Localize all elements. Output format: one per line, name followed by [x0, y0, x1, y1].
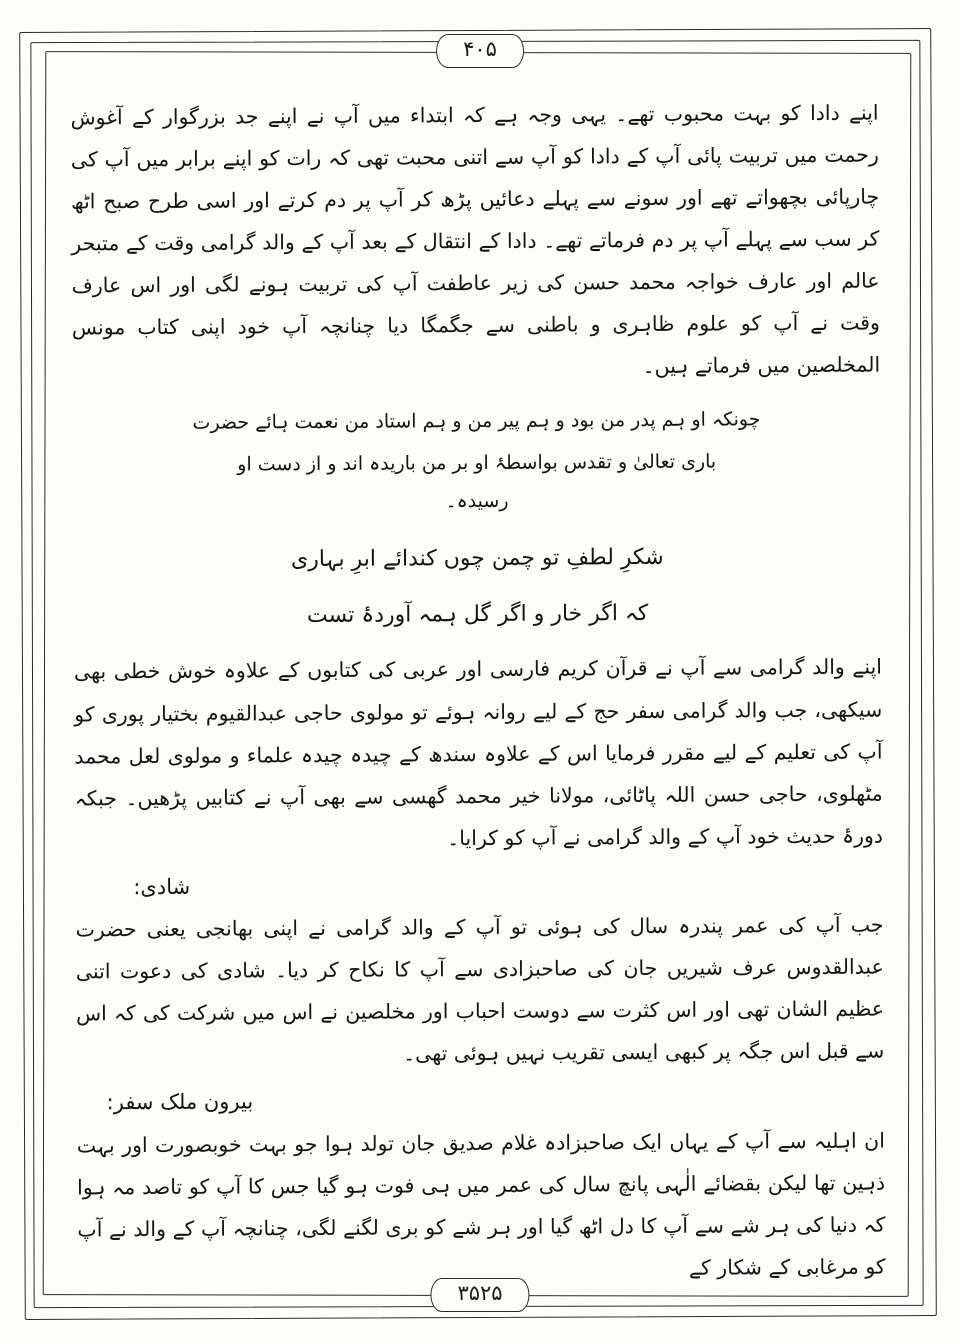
section-foreign-travel [77, 1080, 886, 1293]
paragraph-4: ان اہلیہ سے آپ کے یہاں ایک صاحبزادہ غلام صدیق جان تولد ہوا جو بہت خوبصورت اور بہت ذہین تھا لیکن بقضائے الٰہی پانچ سال کی عمر میں ہی فوت ہو گیا جس کا آپ کو تاصد مہ ہوا کہ دنیا کی ہر شے سے آپ کا دل اٹھ گیا اور ہر شے کو بری لگنے لگی، چنانچہ آپ کے والد نے آپ کو مرغابی کے شکار کے [76, 1128, 886, 1280]
couplet-line-1: شکرِ لطفِ تو چمن چوں کندائے ابرِ بہاری [290, 544, 664, 573]
heading-marriage: شادی: [133, 874, 191, 899]
quote-line-1: چونکہ او ہم پدر من بود و ہم پیر من و ہم استاد من نعمت ہائے حضرت [192, 408, 761, 434]
page-body [70, 90, 886, 1280]
couplet-line-2: کہ اگر خار و اگر گل ہمہ آوردۂ تست [306, 601, 649, 629]
page-number-top: ۴۰۵ [436, 34, 524, 68]
paragraph-1: اپنے دادا کو بہت محبوب تھے۔ یہی وجہ ہے کہ ابتداء میں آپ نے اپنے جد بزرگوار کے آغوش رحمت میں تربیت پائی آپ کے دادا کو آپ سے اتنی محبت تھی کہ رات کو اپنے برابر میں آپ کی چارپائی بچھواتے تھے اور سونے سے پہلے دعائیں پڑھ کر آپ پر دم کرتے اور اسی طرح صبح اٹھ کر سب سے پہلے آپ پر دم فرماتے تھے۔ دادا کے انتقال کے بعد آپ کے والد گرامی وقت کے متبحر عالم اور عارف خواجہ محمد حسن کی زیر عاطفت آپ کی تربیت ہونے لگی اور اس عارف وقت نے آپ کو علوم ظاہری و باطنی سے جگمگا دیا چنانچہ آپ خود اپنی کتاب مونس المخلصین میں فرماتے ہیں۔ [70, 100, 881, 379]
section-marriage [75, 864, 884, 1077]
paragraph-2: اپنے والد گرامی سے آپ نے قرآن کریم فارسی اور عربی کی کتابوں کے علاوہ خوش خطی بھی سیکھی، جب والد گرامی سفر حج کے لیے روانہ ہوئے تو مولوی حاجی عبدالقیوم بختیار پوری کو آپ کی تعلیم کے لیے مقرر فرمایا اس کے علاوہ سندھ کے چیدہ چیدہ علماء و مولوی لعل محمد مٹھلوی، حاجی حسن اللہ پاٹائی، مولانا خیر محمد گھسی سے بھی آپ نے کتابیں پڑھیں۔ جبکہ دورۂ حدیث خود آپ کے والد گرامی نے آپ کو کرایا۔ [73, 655, 884, 850]
heading-foreign-travel: بیرون ملک سفر: [106, 1089, 254, 1115]
quote-line-2: باری تعالیٰ و تقدس بواسطۂ او بر من باریدہ اند و از دست او رسیدہ۔ [237, 450, 717, 513]
page-number-bottom: ۳۵۲۵ [430, 1278, 529, 1312]
persian-quote-block [72, 400, 881, 523]
paragraph-3: جب آپ کی عمر پندرہ سال کی ہوئی تو آپ کے والد گرامی نے اپنی بھانجی یعنی حضرت عبدالقدوس عرف شیریں جان کی صاحبزادی سے آپ کا نکاح کر دیا۔ شادی کی دعوت اتنی عظیم الشان تھی اور اس کثرت سے دوست احباب اور مخلصین نے اس میں شرکت کی کہ اس سے قبل اس جگہ پر کبھی ایسی تقریب نہیں ہوئی تھی۔ [75, 912, 885, 1066]
persian-couplet [73, 534, 882, 641]
